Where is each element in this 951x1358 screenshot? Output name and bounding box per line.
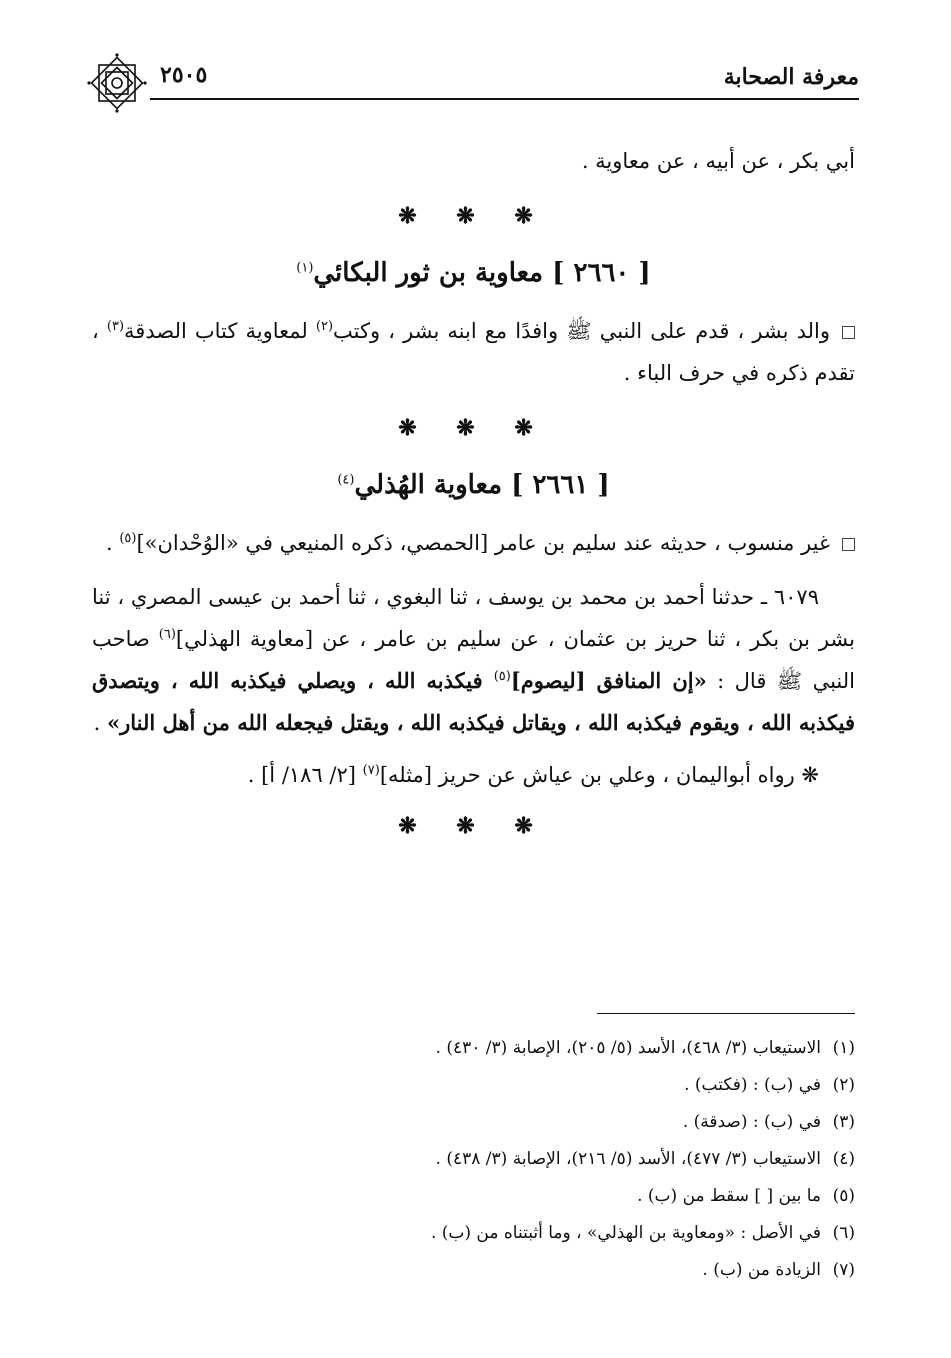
narration-note: [92, 754, 855, 796]
footnote-ref: (٤): [337, 472, 355, 488]
header-rule: [150, 98, 859, 100]
section-separator: ❋ ❋ ❋: [398, 203, 549, 229]
narration-text-2: [٢/ ١٨٦/ أ] .: [247, 763, 363, 787]
footnote-item: [92, 1067, 855, 1104]
footnote-text: ما بين [ ] سقط من (ب) .: [637, 1186, 821, 1206]
footnote-text: في (ب) : (فكتب) .: [684, 1075, 821, 1095]
entry-title-2660-text: [ ٢٦٦٠ ] معاوية بن ثور البكائي: [313, 258, 651, 288]
main-text: [92, 140, 855, 860]
footnote-ref: (٣): [106, 319, 125, 334]
entry-2661-text-1: غير منسوب ، حديثه عند سليم بن عامر [الحمصي، ذكره المنيعي في «الوُحْدان»]: [136, 531, 830, 555]
book-title: معرفة الصحابة: [723, 64, 859, 90]
hadith-6079-end: .: [93, 711, 107, 735]
page-number: ٢٥٠٥: [160, 62, 208, 88]
footnote-ref: (٧): [362, 763, 380, 778]
footnote-item: [92, 1215, 855, 1252]
hadith-6079-isnad: ٦٠٧٩ ـ حدثنا أحمد بن محمد بن يوسف ، ثنا البغوي ، ثنا أحمد بن عيسى المصري ، ثنا بشر بن بكر ، ثنا حريز بن عثمان ، عن سليم بن عامر ، عن [معاوية الهذلي]: [92, 585, 855, 651]
square-bullet-icon: [842, 326, 855, 339]
entry-2661-text-2: .: [105, 531, 120, 555]
hadith-6079-intro: صاحب النبي ﷺ قال :: [92, 627, 856, 693]
footnote-item: [92, 1104, 855, 1141]
footnote-item: [92, 1141, 855, 1178]
footnote-number: (٦): [832, 1223, 855, 1243]
entry-2660-text-1: والد بشر ، قدم على النبي ﷺ وافدًا مع ابنه بشر ، وكتب: [333, 319, 831, 343]
narration-text-1: ❋ رواه أبواليمان ، وعلي بن عياش عن حريز [مثله]: [379, 763, 819, 787]
footnote-number: (١): [832, 1038, 855, 1058]
page-header: [88, 58, 859, 98]
hadith-6079: [92, 576, 855, 744]
entry-title-2661-text: [ ٢٦٦١ ] معاوية الهُذلي: [354, 470, 610, 500]
footnote-number: (٥): [832, 1186, 855, 1206]
footnote-text: الاستيعاب (٣/ ٤٦٨)، الأسد (٥/ ٢٠٥)، الإصابة (٣/ ٤٣٠) .: [435, 1038, 821, 1058]
entry-title-2661: [92, 462, 855, 508]
ornament-icon: [86, 52, 148, 114]
footnotes: [92, 1030, 855, 1289]
hadith-6079-matn-2: فيكذبه الله ، ويصلي فيكذبه الله ، ويتصدق فيكذبه الله ، ويقوم فيكذبه الله ، ويقاتل فيكذبه الله ، ويقتل فيجعله الله من أهل النار»: [92, 668, 855, 735]
footnote-ref: (٥): [119, 531, 137, 546]
footnote-item: [92, 1178, 855, 1215]
section-separator: ❋ ❋ ❋: [398, 813, 549, 839]
footnote-item: [92, 1252, 855, 1289]
footnote-number: (٣): [832, 1112, 855, 1132]
entry-text-2661: [92, 522, 855, 564]
footnote-number: (٤): [832, 1149, 855, 1169]
footnote-item: [92, 1030, 855, 1067]
footnote-text: في الأصل : «ومعاوية بن الهذلي» ، وما أثبتناه من (ب) .: [430, 1223, 821, 1243]
entry-text-2660: [92, 310, 855, 394]
footnote-ref: (١): [296, 260, 314, 276]
entry-title-2660: [92, 250, 855, 296]
entry-2660-text-3: ، تقدم ذكره في حرف الباء .: [92, 319, 855, 385]
square-bullet-icon: [842, 538, 855, 551]
footnote-ref: (٥): [493, 669, 511, 684]
section-separator: ❋ ❋ ❋: [398, 415, 549, 441]
footnote-ref: (٦): [158, 627, 176, 642]
entry-2660-text-2: لمعاوية كتاب الصدقة: [124, 319, 316, 343]
footnote-rule: [597, 1013, 855, 1014]
footnote-text: في (ب) : (صدقة) .: [682, 1112, 821, 1132]
footnote-text: الاستيعاب (٣/ ٤٧٧)، الأسد (٥/ ٢١٦)، الإصابة (٣/ ٤٣٨) .: [435, 1149, 821, 1169]
footnote-number: (٢): [832, 1075, 855, 1095]
footnote-ref: (٢): [315, 319, 334, 334]
hadith-6079-matn-1: «إن المنافق [ليصوم]: [510, 668, 707, 693]
footnote-text: الزيادة من (ب) .: [702, 1260, 821, 1280]
continuation-line: أبي بكر ، عن أبيه ، عن معاوية .: [581, 149, 855, 173]
footnote-number: (٧): [832, 1260, 855, 1280]
